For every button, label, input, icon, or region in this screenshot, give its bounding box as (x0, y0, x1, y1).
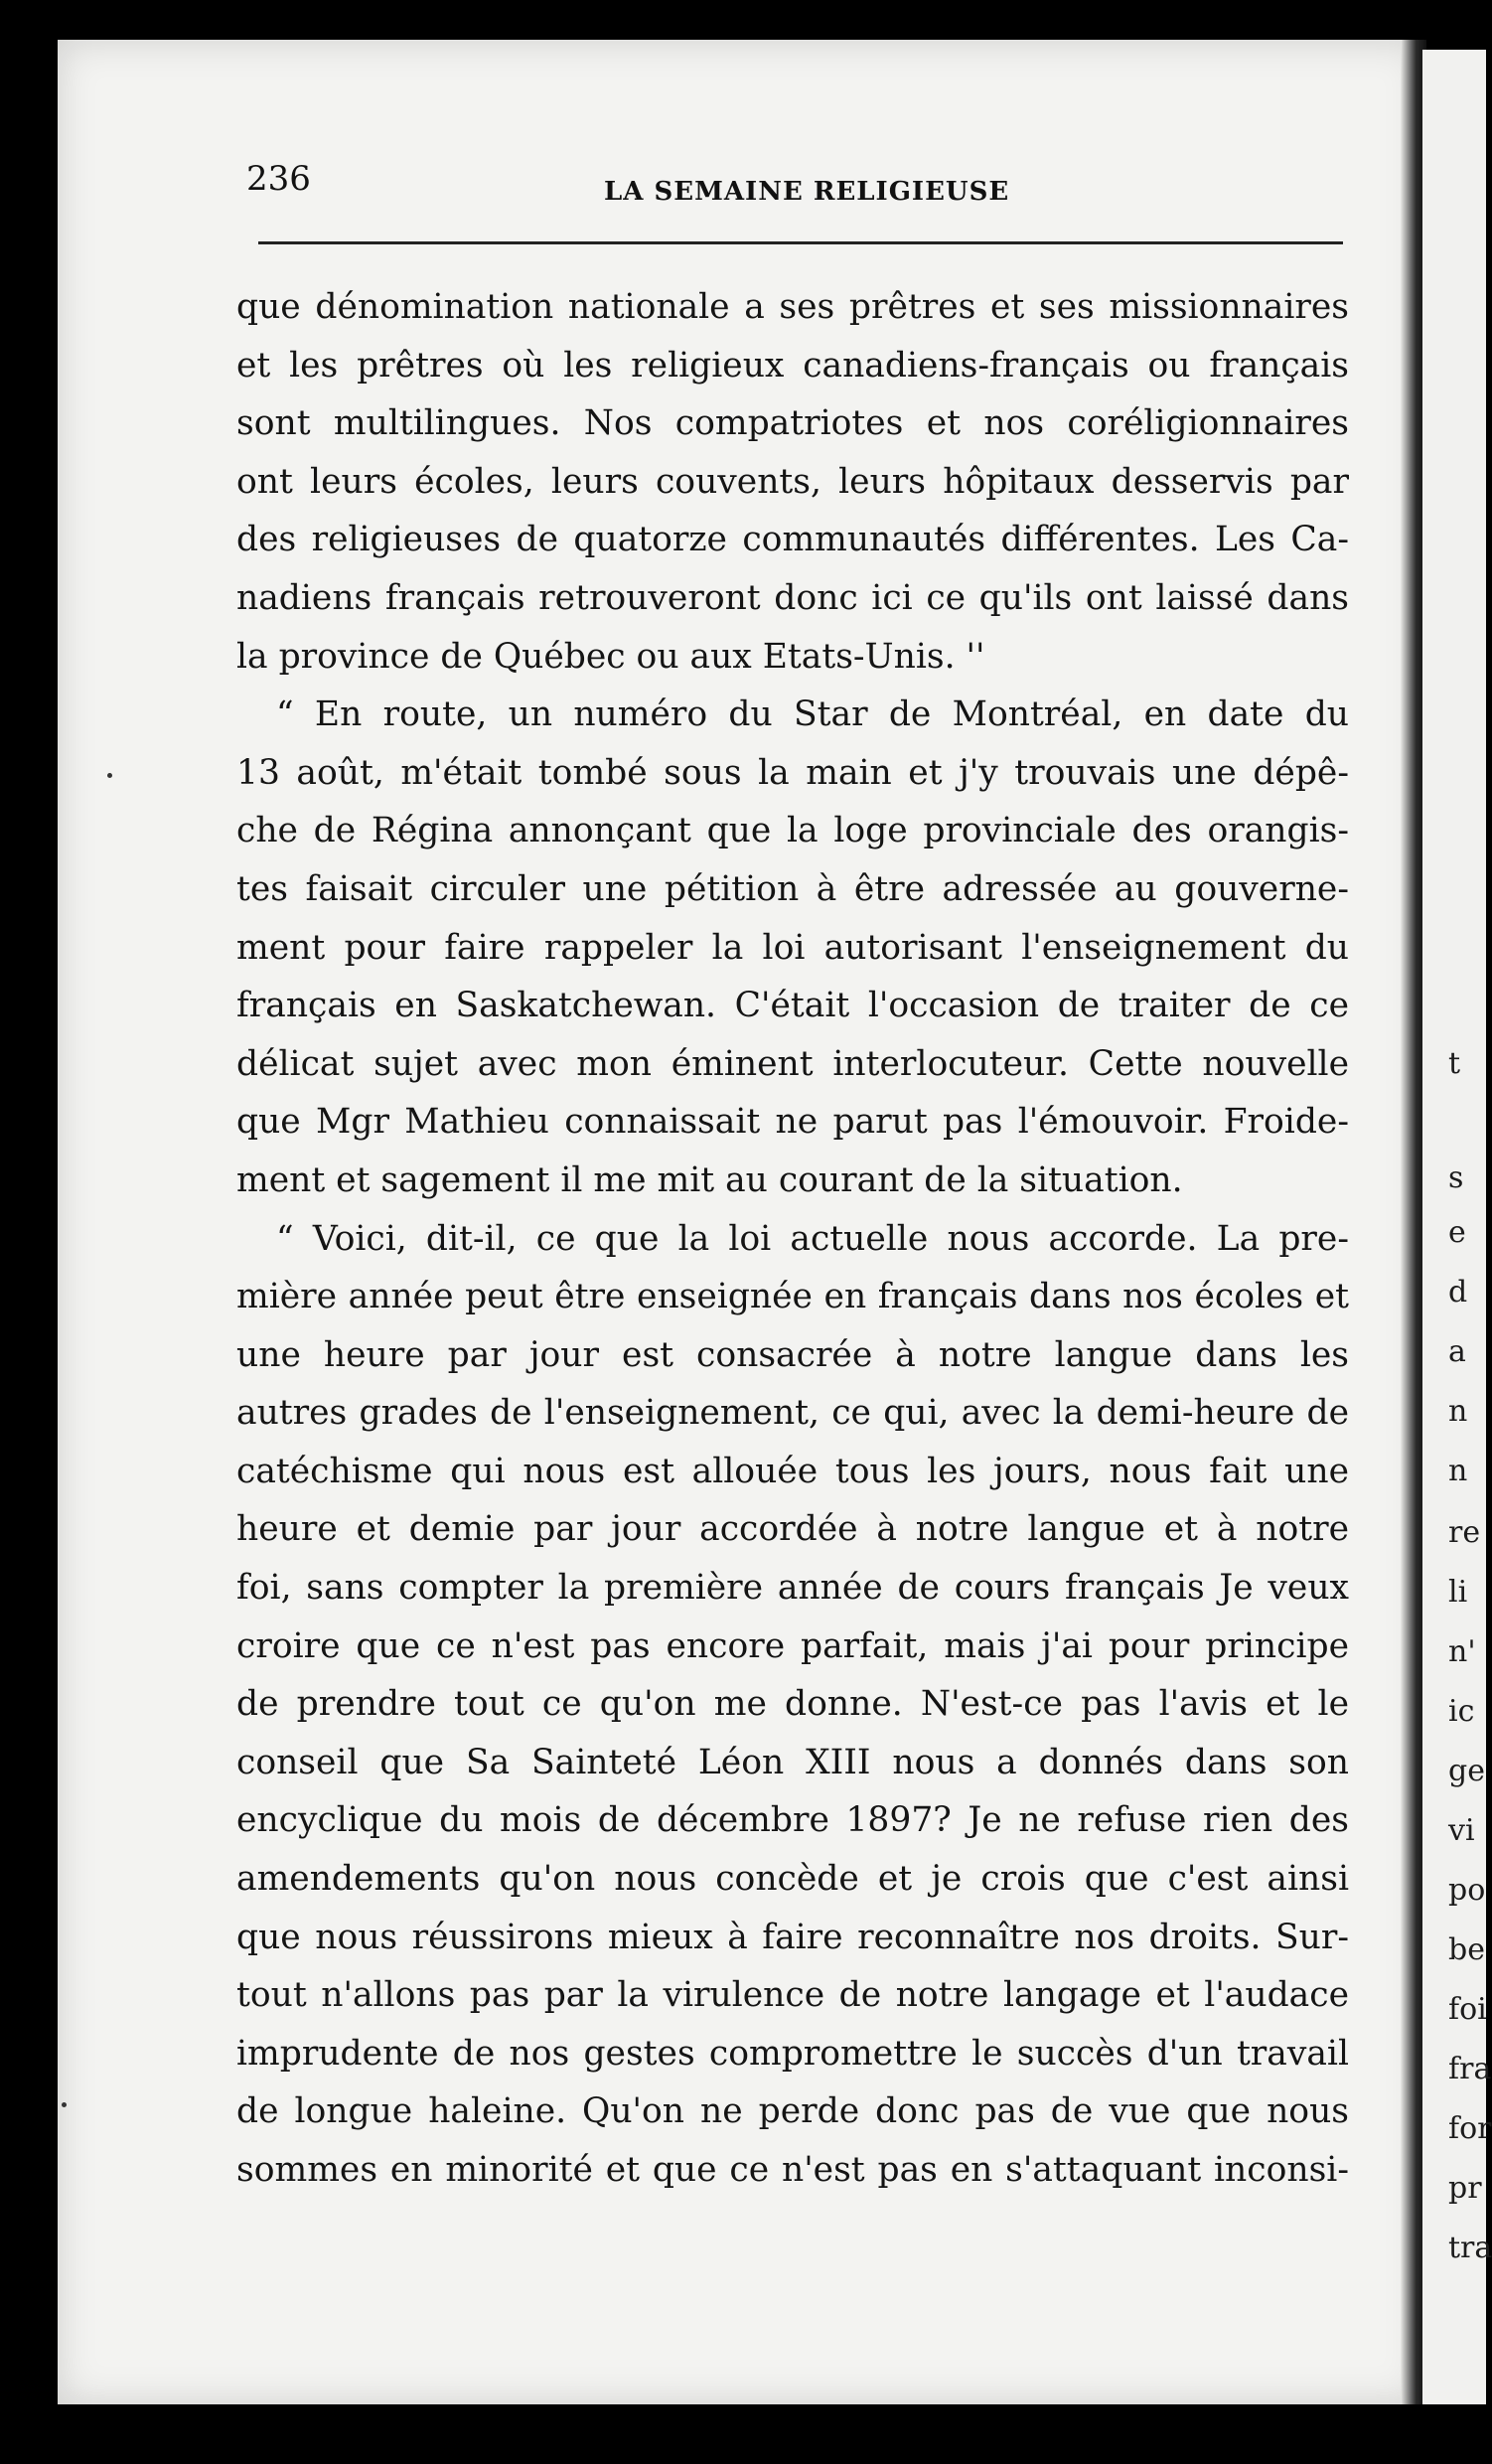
facing-page-fragment: n (1448, 1394, 1468, 1429)
text-line: encyclique du mois de décembre 1897? Je ne refuse rien des (236, 1800, 1349, 1841)
facing-page-fragment: vi (1448, 1813, 1475, 1848)
facing-page-fragment: e (1448, 1215, 1466, 1250)
text-line: que dénomination nationale a ses prêtres et ses missionnaires (236, 287, 1349, 327)
text-line: sont multilingues. Nos compatriotes et nos coréligionnaires (236, 403, 1349, 444)
text-line: sommes en minorité et que ce n'est pas en s'attaquant inconsi- (236, 2150, 1349, 2190)
page-number: 236 (246, 159, 311, 199)
text-line: autres grades de l'enseignement, ce qui, avec la demi-heure de (236, 1393, 1349, 1434)
text-line: nadiens français retrouveront donc ici ce qu'ils ont laissé dans (236, 577, 1349, 618)
header-rule (258, 241, 1343, 244)
facing-page-fragment: ge (1448, 1754, 1485, 1788)
facing-page-fragment: t (1448, 1046, 1461, 1081)
text-line: “ En route, un numéro du Star de Montréal, en date du (276, 694, 1349, 735)
text-line: catéchisme qui nous est allouée tous les jours, nous fait une (236, 1451, 1349, 1491)
text-line: de prendre tout ce qu'on me donne. N'est-ce pas l'avis et le (236, 1684, 1349, 1725)
text-line: amendements qu'on nous concède et je crois que c'est ainsi (236, 1859, 1349, 1900)
text-line: des religieuses de quatorze communautés différentes. Les Ca- (236, 520, 1349, 560)
facing-page-fragment: foi (1448, 1992, 1487, 2027)
scan-speck (107, 773, 112, 778)
text-line: heure et demie par jour accordée à notre langue et à notre (236, 1509, 1349, 1550)
text-line: que nous réussirons mieux à faire reconnaître nos droits. Sur- (236, 1917, 1349, 1957)
text-line: ment et sagement il me mit au courant de la situation. (236, 1159, 1183, 1200)
text-line: délicat sujet avec mon éminent interlocuteur. Cette nouvelle (236, 1043, 1349, 1084)
text-line: tes faisait circuler une pétition à être adressée au gouverne- (236, 868, 1349, 909)
text-line: que Mgr Mathieu connaissait ne parut pas l'émouvoir. Froide- (236, 1102, 1349, 1143)
facing-page-fragment: fra (1448, 2052, 1492, 2086)
text-line: 13 août, m'était tombé sous la main et j'y trouvais une dépê- (236, 752, 1349, 793)
text-line: ont leurs écoles, leurs couvents, leurs hôpitaux desservis par (236, 461, 1349, 502)
text-line: mière année peut être enseignée en français dans nos écoles et (236, 1277, 1349, 1317)
text-line: de longue haleine. Qu'on ne perde donc pas de vue que nous (236, 2091, 1349, 2132)
text-line: une heure par jour est consacrée à notre langue dans les (236, 1334, 1349, 1375)
text-line: foi, sans compter la première année de cours français Je veux (236, 1568, 1349, 1609)
text-line: imprudente de nos gestes compromettre le succès d'un travail (236, 2033, 1349, 2074)
facing-page-fragment: a (1448, 1334, 1466, 1369)
facing-page-fragment: tra (1448, 2231, 1492, 2265)
facing-page-fragment: po (1448, 1873, 1486, 1908)
text-line: ment pour faire rappeler la loi autorisant l'enseignement du (236, 927, 1349, 968)
body-text (236, 278, 1349, 2200)
facing-page-fragment: s (1448, 1160, 1464, 1195)
facing-page-fragment: d (1448, 1275, 1468, 1309)
facing-page-fragment: re (1448, 1515, 1481, 1550)
text-line: che de Régina annonçant que la loge provinciale des orangis- (236, 811, 1349, 851)
facing-page-fragment: pr (1448, 2171, 1482, 2206)
facing-page-fragment: n (1448, 1454, 1468, 1488)
text-line: tout n'allons pas par la virulence de notre langage et l'audace (236, 1975, 1349, 2016)
text-line: croire que ce n'est pas encore parfait, mais j'ai pour principe (236, 1625, 1349, 1666)
running-title: LA SEMAINE RELIGIEUSE (604, 177, 1010, 207)
facing-page-edge (1422, 50, 1492, 2404)
page-header (246, 159, 1339, 219)
scan-speck (62, 2102, 67, 2107)
text-line: “ Voici, dit-il, ce que la loi actuelle nous accorde. La pre- (276, 1218, 1349, 1259)
facing-page-fragment: n' (1448, 1634, 1476, 1669)
facing-page-fragment: for (1448, 2111, 1492, 2146)
text-line: conseil que Sa Sainteté Léon XIII nous a donnés dans son (236, 1742, 1349, 1782)
facing-page-fragment: li (1448, 1575, 1468, 1610)
text-line: français en Saskatchewan. C'était l'occasion de traiter de ce (236, 986, 1349, 1026)
text-line: la province de Québec ou aux Etats-Unis. '' (236, 636, 985, 677)
facing-page-fragment: be (1448, 1932, 1485, 1967)
facing-page-fragment: ic (1448, 1694, 1475, 1729)
text-line: et les prêtres où les religieux canadiens-français ou français (236, 345, 1349, 385)
